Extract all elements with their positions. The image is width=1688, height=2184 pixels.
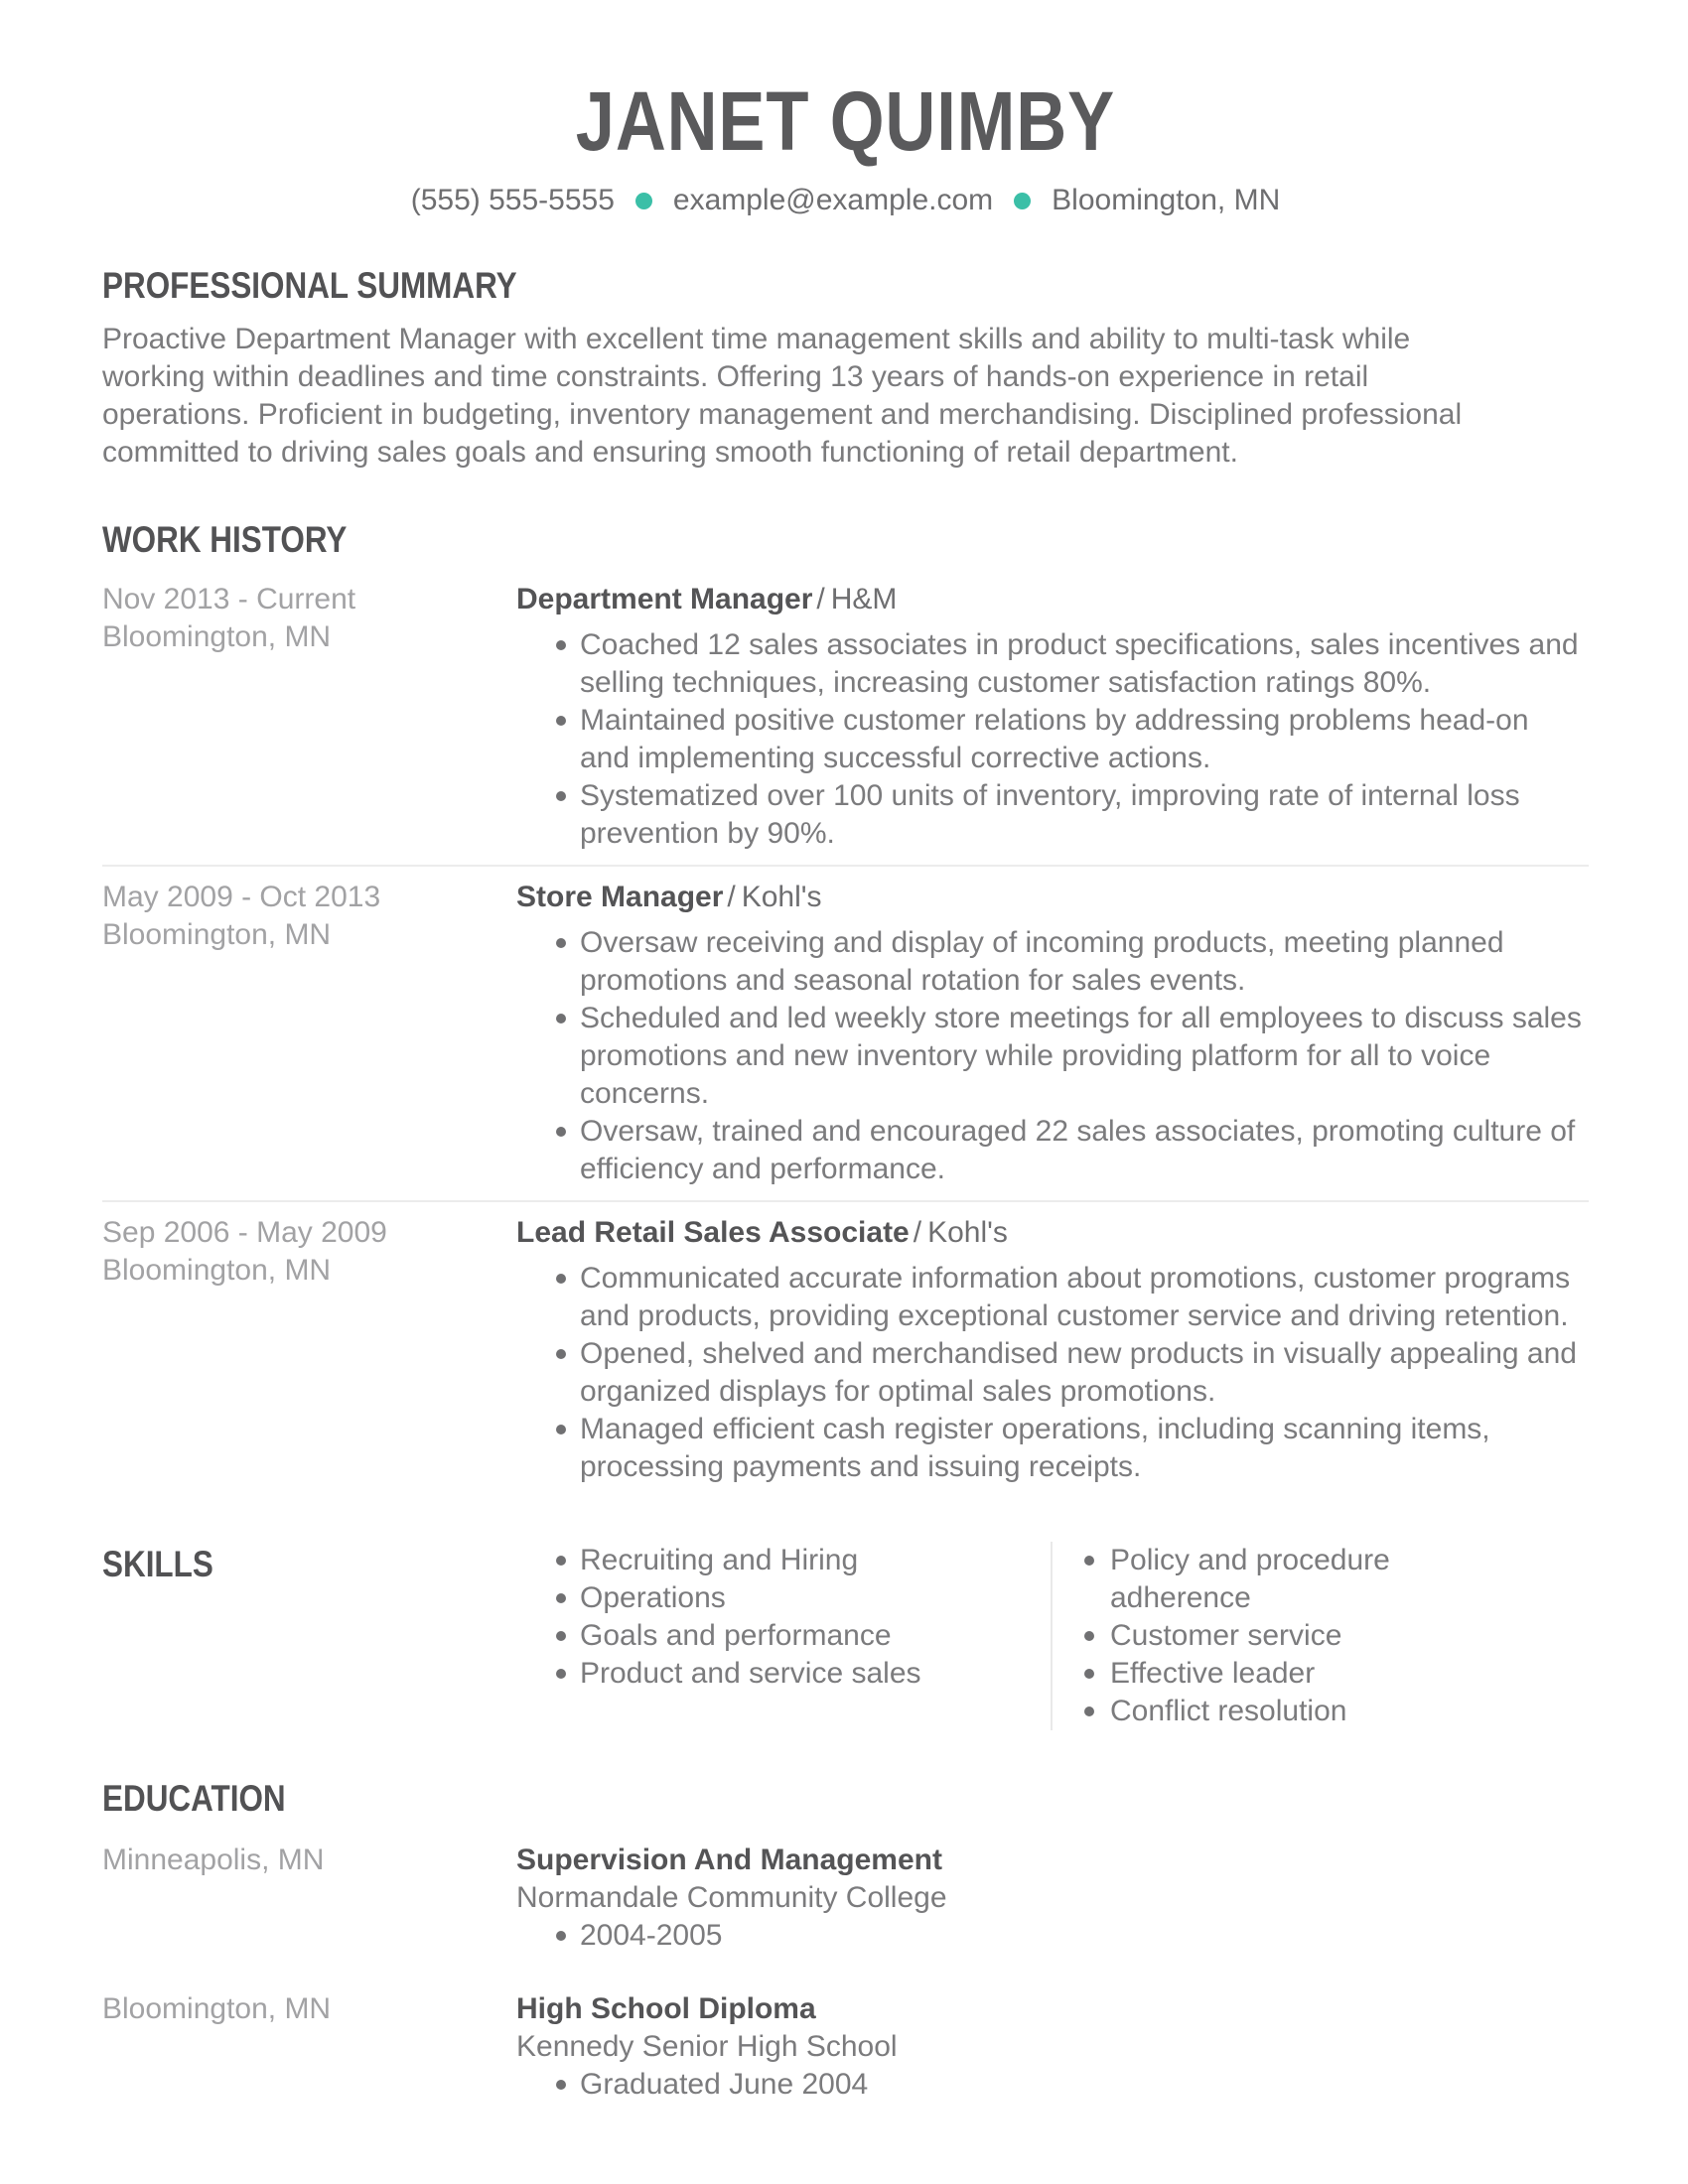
- job-company: H&M: [830, 583, 898, 615]
- job-dates: May 2009 - Oct 2013: [102, 881, 381, 913]
- skill-item: Recruiting and Hiring: [516, 1542, 1051, 1579]
- job-bullet: Systematized over 100 units of inventory, improving rate of internal loss prevention by 90%.: [516, 777, 1583, 853]
- education-entry: [102, 1990, 1589, 2104]
- job-details: [516, 581, 1589, 853]
- job-title: Lead Retail Sales Associate: [516, 1216, 910, 1249]
- title-separator: /: [816, 583, 825, 615]
- skill-item: Operations: [516, 1579, 1051, 1617]
- skill-item: Goals and performance: [516, 1617, 1051, 1655]
- job-details: [516, 879, 1589, 1188]
- title-separator: /: [913, 1216, 922, 1249]
- job-location: Bloomington, MN: [102, 620, 332, 653]
- summary-section: [102, 263, 1589, 472]
- separator-dot-icon: [635, 193, 652, 209]
- summary-paragraph: Proactive Department Manager with excellent time management skills and ability to multi-task while working within deadlines and time constraints. Offering 13 years of hands-on experience in retail operations. Proficient in budgeting, inventory management and merchandising. Disciplined professional committed to driving sales goals and ensuring smooth functioning of retail department.: [102, 323, 1463, 469]
- job-dates: Sep 2006 - May 2009: [102, 1216, 387, 1249]
- email-address: example@example.com: [672, 184, 994, 216]
- education-school: Normandale Community College: [516, 1881, 947, 1914]
- job-title: Department Manager: [516, 583, 813, 615]
- job-bullet: Coached 12 sales associates in product specifications, sales incentives and selling techniques, increasing customer satisfaction ratings 80%.: [516, 626, 1583, 702]
- education-detail-list: [516, 1917, 1589, 1955]
- separator-dot-icon: [1014, 193, 1031, 209]
- skills-column-left: [516, 1542, 1051, 1730]
- skills-column-right: [1051, 1542, 1589, 1730]
- education-location: Minneapolis, MN: [102, 1843, 325, 1876]
- skill-item: Effective leader: [1053, 1655, 1438, 1693]
- summary-heading: PROFESSIONAL SUMMARY: [102, 265, 517, 306]
- job-bullet: Managed efficient cash register operations, including scanning items, processing payments and issuing receipts.: [516, 1411, 1583, 1486]
- phone-number: (555) 555-5555: [410, 184, 615, 216]
- education-degree: High School Diploma: [516, 1992, 816, 2025]
- education-heading: EDUCATION: [102, 1778, 286, 1819]
- education-detail: 2004-2005: [516, 1917, 1583, 1955]
- contact-line: [102, 184, 1589, 217]
- skills-list-left: [516, 1542, 1051, 1693]
- job-title-line: [516, 581, 1589, 618]
- education-detail-list: [516, 2066, 1589, 2104]
- job-entry: [102, 581, 1589, 867]
- job-title: Store Manager: [516, 881, 724, 913]
- education-details: [516, 1842, 1589, 1955]
- skills-heading: SKILLS: [102, 1544, 213, 1584]
- education-entry: [102, 1842, 1589, 1955]
- work-history-section: [102, 517, 1589, 1498]
- job-company: Kohl's: [741, 881, 822, 913]
- education-location: Bloomington, MN: [102, 1992, 332, 2025]
- education-detail: Graduated June 2004: [516, 2066, 1583, 2104]
- job-bullet: Oversaw, trained and encouraged 22 sales associates, promoting culture of efficiency and performance.: [516, 1113, 1583, 1188]
- location-text: Bloomington, MN: [1052, 184, 1281, 216]
- job-bullet-list: [516, 1260, 1589, 1486]
- job-location: Bloomington, MN: [102, 1254, 332, 1287]
- candidate-name: [102, 69, 1589, 174]
- job-title-line: [516, 879, 1589, 916]
- education-section: [102, 1776, 1589, 2104]
- education-school: Kennedy Senior High School: [516, 2030, 898, 2063]
- job-meta: [102, 581, 516, 853]
- skill-item: Customer service: [1053, 1617, 1438, 1655]
- job-location: Bloomington, MN: [102, 918, 332, 951]
- job-list: [102, 581, 1589, 1498]
- skill-item: Conflict resolution: [1053, 1693, 1438, 1730]
- job-bullet: Oversaw receiving and display of incoming products, meeting planned promotions and seasonal rotation for sales events.: [516, 924, 1583, 1000]
- title-separator: /: [727, 881, 736, 913]
- job-bullet: Scheduled and led weekly store meetings for all employees to discuss sales promotions and new inventory while providing platform for all to voice concerns.: [516, 1000, 1583, 1113]
- job-bullet-list: [516, 626, 1589, 853]
- job-company: Kohl's: [927, 1216, 1008, 1249]
- skills-heading-cell: [102, 1542, 516, 1730]
- job-entry: [102, 1202, 1589, 1498]
- job-bullet: Maintained positive customer relations by addressing problems head-on and implementing successful corrective actions.: [516, 702, 1583, 777]
- job-meta: [102, 1214, 516, 1486]
- education-list: [102, 1842, 1589, 2104]
- skills-section: [102, 1542, 1589, 1730]
- candidate-name-text: JANET QUIMBY: [575, 74, 1116, 168]
- job-meta: [102, 879, 516, 1188]
- resume-header: [102, 69, 1589, 217]
- job-dates: Nov 2013 - Current: [102, 583, 356, 615]
- education-degree: Supervision And Management: [516, 1843, 942, 1876]
- work-history-heading: WORK HISTORY: [102, 519, 348, 560]
- job-details: [516, 1214, 1589, 1486]
- job-bullet: Communicated accurate information about promotions, customer programs and products, providing exceptional customer service and driving retention.: [516, 1260, 1583, 1335]
- job-bullet-list: [516, 924, 1589, 1188]
- job-title-line: [516, 1214, 1589, 1252]
- job-bullet: Opened, shelved and merchandised new products in visually appealing and organized displays for optimal sales promotions.: [516, 1335, 1583, 1411]
- job-entry: [102, 867, 1589, 1202]
- education-details: [516, 1990, 1589, 2104]
- skills-list-right: [1053, 1542, 1589, 1730]
- skill-item: Policy and procedure adherence: [1053, 1542, 1438, 1617]
- skill-item: Product and service sales: [516, 1655, 1051, 1693]
